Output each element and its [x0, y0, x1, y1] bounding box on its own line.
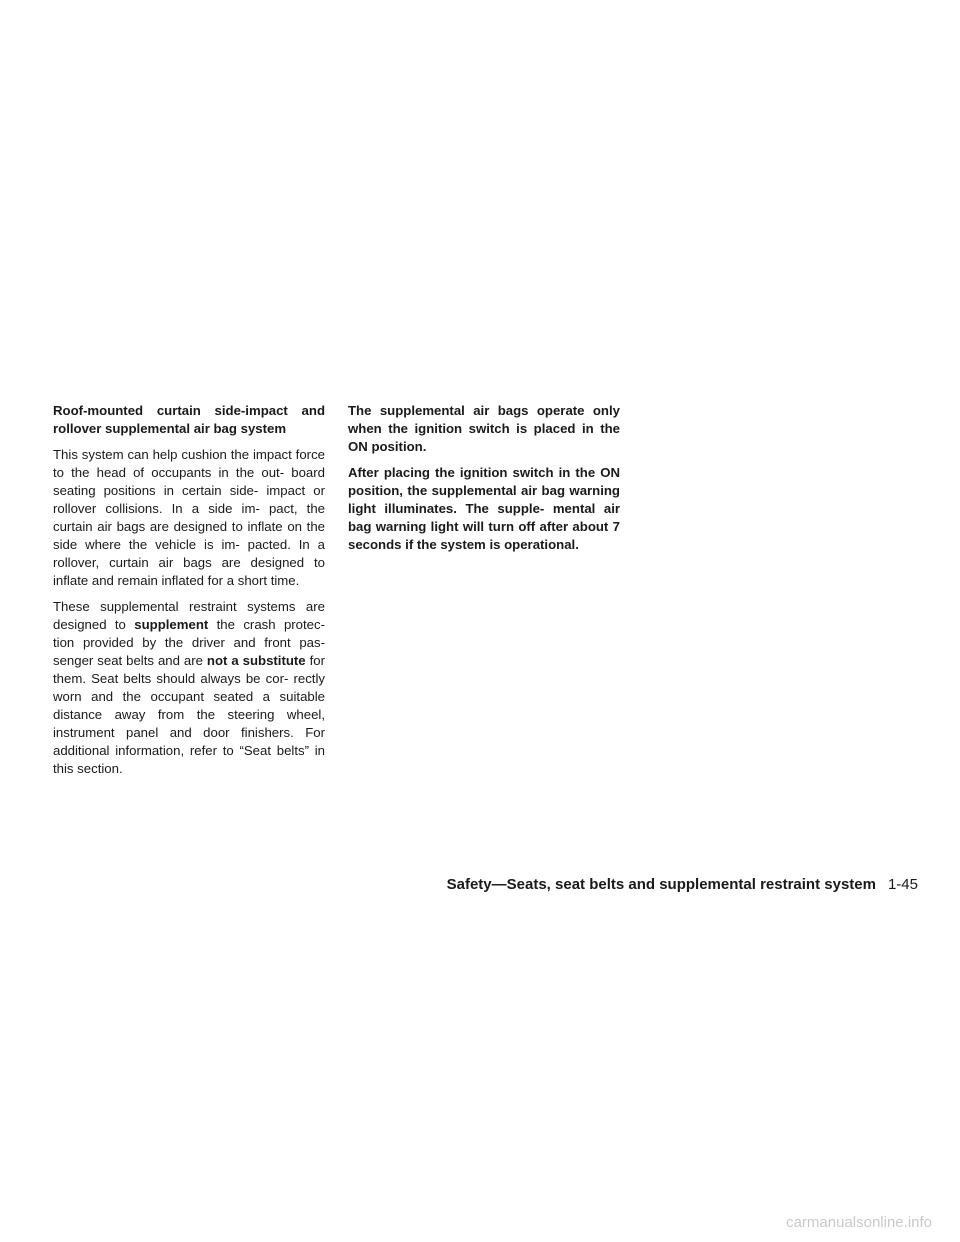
section-heading: Roof-mounted curtain side-impact and rollover supplemental air bag system: [53, 403, 325, 436]
watermark-text: carmanualsonline.info: [786, 1214, 932, 1231]
paragraph-text-2: the crash protec- tion provided by the driver and front pas- senger seat belts and are: [53, 617, 325, 668]
right-column: [348, 402, 620, 562]
paragraph-text-1: These supplemental restraint systems are designed to: [53, 599, 325, 632]
body-paragraph-2: [53, 598, 325, 778]
warning-paragraph-1: The supplemental air bags operate only when the ignition switch is placed in the ON position.: [348, 403, 620, 454]
paragraph-text-3: for them. Seat belts should always be cor- rectly worn and the occupant seated a suitable distance away from the steering wheel, instrument panel and door finishers. For additional information, refer to “Seat belts” in this section.: [53, 653, 325, 776]
left-column: [53, 402, 325, 786]
emphasis-supplement: supplement: [134, 617, 209, 632]
emphasis-not-a-substitute: not a substitute: [206, 653, 306, 668]
body-paragraph-1: This system can help cushion the impact force to the head of occupants in the out- board seating positions in certain side- impact or rollover collisions. In a side im- pact, the curtain air bags are designed to inflate on the side where the vehicle is im- pacted. In a rollover, curtain air bags are designed to inflate and remain inflated for a short time.: [53, 447, 325, 588]
page-number: 1-45: [887, 876, 918, 893]
footer-section-title: Safety—Seats, seat belts and supplemental restraint system: [446, 876, 876, 893]
page-footer: [447, 876, 918, 893]
warning-paragraph-2: After placing the ignition switch in the ON position, the supplemental air bag warning light illuminates. The supple- mental air bag warning light will turn off after about 7 seconds if the system is operational.: [348, 465, 620, 552]
